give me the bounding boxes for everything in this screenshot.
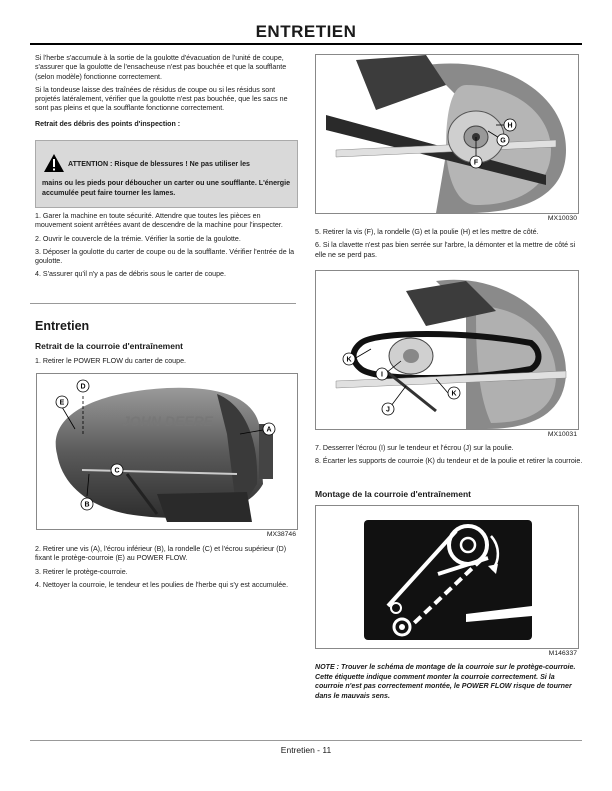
header-rule	[30, 43, 582, 45]
belt-illustration	[316, 271, 578, 429]
figure-caption-m146337: M146337	[548, 650, 577, 657]
step-2: 2. Ouvrir le couvercle de la trémie. Vérifier la sortie de la goulotte.	[35, 234, 241, 243]
right-steps-a	[315, 228, 583, 264]
step-6: 6. Si la clavette n'est pas bien serrée sur l'arbre, la démonter et la mettre de côté si elle ne se perd pas.	[315, 241, 576, 259]
subsection-title-install: Montage de la courroie d'entraînement	[315, 489, 471, 499]
figure-belt-diagram	[315, 505, 579, 649]
callout-g	[497, 134, 509, 146]
page-footer: Entretien - 11	[280, 745, 332, 755]
callout-j	[382, 403, 394, 415]
callout-k-lower	[448, 387, 460, 399]
step-7: 7. Desserrer l'écrou (I) sur le tendeur et l'écrou (J) sur la poulie.	[315, 444, 514, 452]
callout-h	[504, 119, 516, 131]
warning-line-2: mains ou les pieds pour déboucher un carter ou une soufflante. L'énergie accumulée peut faire tourner les lames.	[42, 179, 291, 197]
callout-i	[376, 368, 388, 380]
right-steps-b	[315, 444, 583, 471]
callout-f	[470, 156, 482, 168]
callout-c	[111, 464, 123, 476]
warning-icon	[43, 153, 65, 173]
figure-belt	[315, 270, 579, 430]
svg-text:J: J	[386, 406, 390, 414]
removal-steps-after	[35, 545, 297, 594]
step-3: 3. Déposer la goulotte du carter de coupe ou de la soufflante. Vérifier l'entrée de la goulotte.	[35, 247, 295, 266]
step-4-removal: 4. Nettoyer la courroie, le tendeur et les poulies de l'herbe qui s'y est accumulée.	[35, 580, 289, 589]
figure-caption-mx38746: MX38746	[266, 531, 296, 538]
svg-text:E: E	[59, 399, 65, 407]
removal-step-1: 1. Retirer le POWER FLOW du carter de coupe.	[35, 357, 186, 365]
step-3-removal: 3. Retirer le protège-courroie.	[35, 567, 128, 576]
inspection-heading: Retrait des débris des points d'inspection :	[35, 119, 181, 128]
figure-pulley	[315, 54, 579, 214]
callout-e	[56, 396, 68, 408]
svg-text:G: G	[500, 137, 506, 145]
warning-line-1: ATTENTION : Risque de blessures ! Ne pas utiliser les	[68, 160, 250, 168]
svg-text:A: A	[266, 426, 272, 434]
figure-caption-mx10030: MX10030	[547, 215, 577, 222]
step-1: 1. Garer la machine en toute sécurité. Attendre que toutes les pièces en mouvement soient arrêtées avant de descendre de la machine pour l'inspecter.	[35, 212, 283, 230]
step-2-removal: 2. Retirer une vis (A), l'écrou inférieur (B), la rondelle (C) et l'écrou supérieur (D) fixant le protège-courroie (E) au POWER FLOW.	[35, 545, 287, 563]
subsection-title-removal: Retrait de la courroie d'entraînement	[35, 341, 183, 351]
pulley-illustration	[316, 55, 578, 213]
svg-text:H: H	[507, 122, 513, 130]
left-steps	[35, 212, 297, 284]
brand-decal: JOHN DEERE	[122, 413, 214, 429]
intro-text	[35, 54, 297, 133]
step-4: 4. S'assurer qu'il n'y a pas de débris sous le carter de coupe.	[35, 270, 226, 279]
step-8: 8. Écarter les supports de courroie (K) du tendeur et de la poulie et retirer la courroie.	[315, 457, 583, 466]
section-title: Entretien	[35, 319, 90, 333]
power-flow-illustration	[37, 374, 297, 529]
svg-text:I: I	[381, 371, 383, 379]
svg-text:D: D	[80, 383, 86, 391]
callout-b	[81, 498, 93, 510]
footer-rule	[30, 740, 582, 741]
figure-caption-mx10031: MX10031	[547, 431, 577, 438]
page-title: ENTRETIEN	[255, 22, 357, 41]
intro-paragraph-1: Si l'herbe s'accumule à la sortie de la goulotte d'évacuation de l'unité de coupe, s'assurer que la goulotte de l'ensacheuse n'est pas bouchée et que la soufflante (selon modèle) fonctionne correctement.	[35, 54, 287, 81]
svg-text:B: B	[84, 501, 90, 509]
installation-note: NOTE : Trouver le schéma de montage de la courroie sur le protège-courroie. Cette étiquette indique comment monter la courroie correctement. Si la courroie n'est pas correctement montée, le POWER FLOW risque de tourner dans le mauvais sens.	[315, 663, 576, 700]
figure-power-flow	[36, 373, 298, 530]
callout-k-upper	[343, 353, 355, 365]
svg-text:C: C	[114, 467, 120, 475]
section-rule	[30, 303, 296, 304]
step-5: 5. Retirer la vis (F), la rondelle (G) et la poulie (H) et les mettre de côté.	[315, 228, 539, 236]
svg-text:K: K	[451, 390, 457, 398]
svg-text:F: F	[473, 159, 479, 167]
callout-a	[263, 423, 275, 435]
svg-text:K: K	[346, 356, 352, 364]
belt-routing-decal	[316, 506, 578, 648]
callout-d	[77, 380, 89, 392]
intro-paragraph-2: Si la tondeuse laisse des traînées de résidus de coupe ou si les résidus sont projetés latéralement, vérifier que la goulotte n'est pas bouchée, que les sacs ne sont pas pleins et que la soufflante fonctionne correctement.	[35, 85, 288, 113]
warning-box	[35, 140, 298, 208]
